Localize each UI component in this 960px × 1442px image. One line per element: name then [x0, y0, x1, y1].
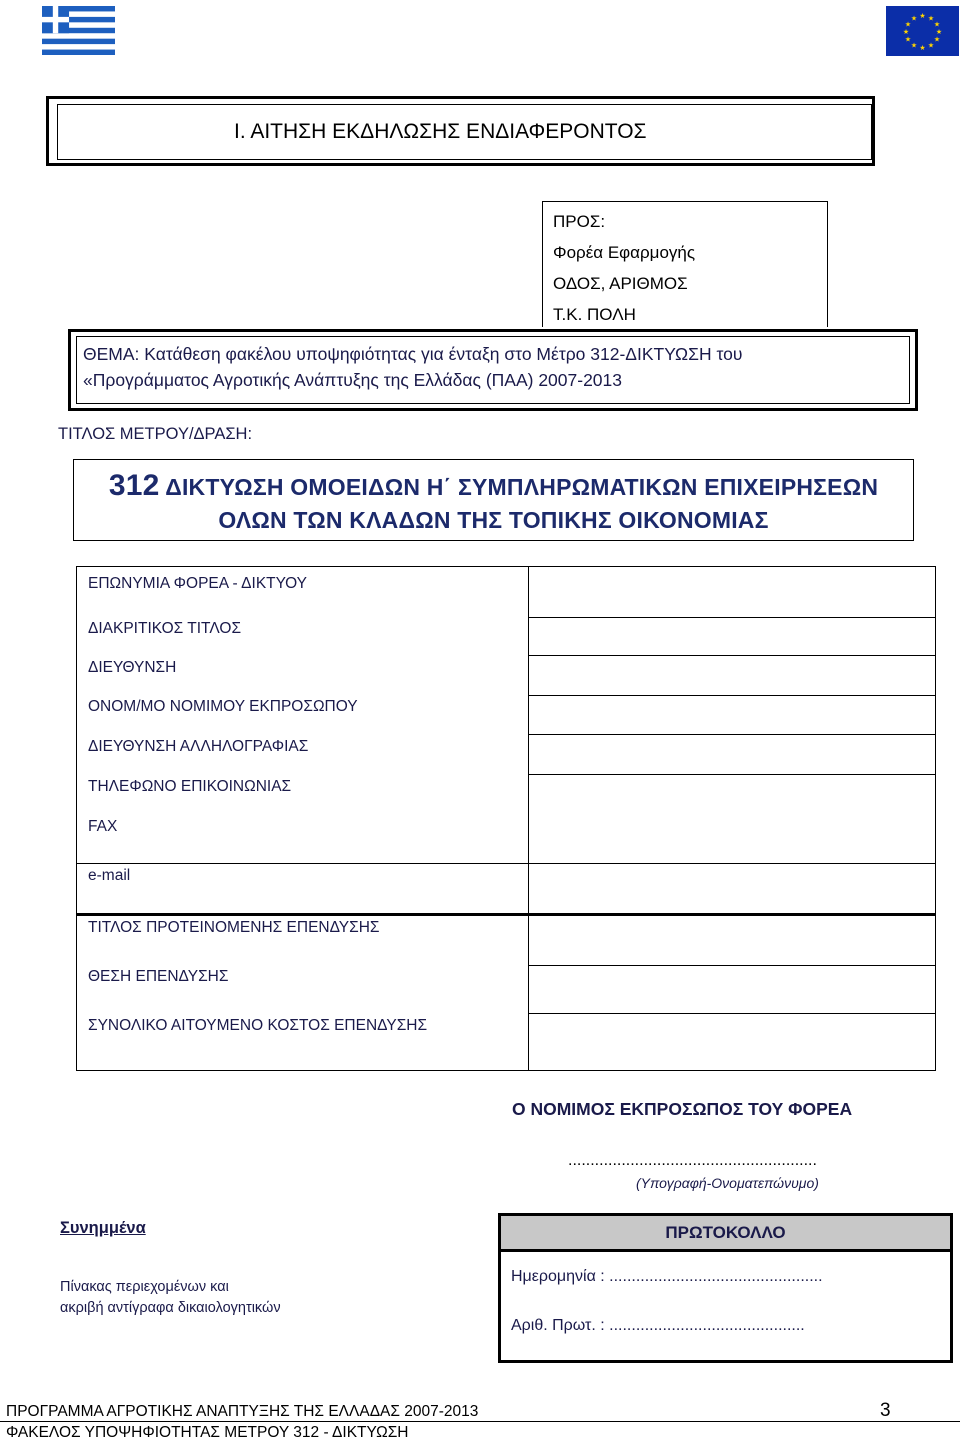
field-kostos-ependysis: ΣΥΝΟΛΙΚΟ ΑΙΤΟΥΜΕΝΟ ΚΟΣΤΟΣ ΕΠΕΝΔΥΣΗΣ	[88, 1017, 428, 1034]
attachments-line1: Πίνακας περιεχομένων και	[60, 1279, 229, 1295]
subject-box	[76, 336, 910, 404]
signature-caption: (Υπογραφή-Ονοματεπώνυμο)	[636, 1175, 819, 1191]
protocol-number-field[interactable]: Αριθ. Πρωτ. : ............................................	[511, 1317, 805, 1334]
input-titlos-ependysis[interactable]	[529, 916, 936, 965]
field-titlos-ependysis: ΤΙΤΛΟΣ ΠΡΟΤΕΙΝΟΜΕΝΗΣ ΕΠΕΝΔΥΣΗΣ	[88, 919, 380, 936]
recipient-box	[542, 201, 828, 327]
measure-number: 312	[108, 469, 160, 502]
measure-line1: ΔΙΚΤΥΩΣΗ ΟΜΟΕΙΔΩΝ Η΄ ΣΥΜΠΛΗΡΩΜΑΤΙΚΩΝ ΕΠΙΧΕΙΡΗΣΕΩΝ	[165, 474, 879, 500]
field-email: e-mail	[88, 867, 131, 884]
subject-line2: «Προγράμματος Αγροτικής Ανάπτυξης της Ελλάδας (ΠΑΑ) 2007-2013	[83, 370, 623, 390]
svg-text:★: ★	[927, 14, 935, 23]
input-dieythynsi-allilografias[interactable]	[529, 735, 936, 774]
field-nomimos-ekprosopos: ΟΝΟΜ/ΜΟ ΝΟΜΙΜΟΥ ΕΚΠΡΟΣΩΠΟΥ	[88, 698, 358, 715]
input-tilefono-fax[interactable]	[529, 775, 936, 863]
signature-line[interactable]: ........................................................	[568, 1152, 817, 1169]
recipient-tk: Τ.Κ. ΠΟΛΗ	[553, 305, 636, 324]
page-title	[57, 104, 872, 160]
svg-text:★: ★	[910, 14, 918, 23]
attachments-heading: Συνημμένα	[60, 1219, 146, 1237]
field-fax: FAX	[88, 818, 118, 835]
svg-text:★: ★	[935, 28, 943, 36]
measure-title-box	[73, 459, 914, 541]
protocol-date-field[interactable]: Ημερομηνία : ................................................	[511, 1268, 823, 1285]
recipient-odos: ΟΔΟΣ, ΑΡΙΘΜΟΣ	[553, 274, 688, 293]
recipient-foreas: Φορέα Εφαρμογής	[553, 243, 696, 262]
attachments-line2: ακριβή αντίγραφα δικαιολογητικών	[60, 1300, 281, 1316]
svg-text:★: ★	[910, 41, 918, 50]
input-nomimos-ekprosopos[interactable]	[529, 696, 936, 734]
footer-program: ΠΡΟΓΡΑΜΜΑ ΑΓΡΟΤΙΚΗΣ ΑΝΑΠΤΥΞΗΣ ΤΗΣ ΕΛΛΑΔΑΣ 2007-2013	[6, 1403, 479, 1420]
protocol-heading	[501, 1216, 950, 1252]
applicant-form-table	[76, 566, 936, 1071]
svg-text:★: ★	[927, 41, 935, 50]
signature-heading: Ο ΝΟΜΙΜΟΣ ΕΚΠΡΟΣΩΠΟΣ ΤΟΥ ΦΟΡΕΑ	[512, 1099, 853, 1119]
eu-flag-icon	[886, 6, 959, 56]
protocol-heading-text: ΠΡΩΤΟΚΟΛΛΟ	[665, 1222, 786, 1242]
measure-label: ΤΙΤΛΟΣ ΜΕΤΡΟΥ/ΔΡΑΣΗ:	[58, 425, 253, 443]
field-tilefono: ΤΗΛΕΦΩΝΟ ΕΠΙΚΟΙΝΩΝΙΑΣ	[88, 778, 292, 795]
greek-flag-icon	[42, 6, 115, 55]
field-dieythynsi-allilografias: ΔΙΕΥΘΥΝΣΗ ΑΛΛΗΛΟΓΡΑΦΙΑΣ	[88, 738, 309, 755]
svg-text:★: ★	[902, 28, 910, 36]
svg-text:★: ★	[933, 20, 941, 29]
input-thesi-ependysis[interactable]	[529, 966, 936, 1013]
svg-text:★: ★	[904, 35, 912, 44]
field-eponymia: ΕΠΩΝΥΜΙΑ ΦΟΡΕΑ - ΔΙΚΤΥΟΥ	[88, 575, 307, 592]
footer-divider	[0, 1421, 960, 1422]
svg-text:★: ★	[919, 12, 926, 20]
page-title-text: Ι. ΑΙΤΗΣΗ ΕΚΔΗΛΩΣΗΣ ΕΝΔΙΑΦΕΡΟΝΤΟΣ	[234, 120, 647, 143]
input-email[interactable]	[529, 864, 936, 912]
page-number: 3	[880, 1400, 891, 1421]
measure-line2: ΟΛΩΝ ΤΩΝ ΚΛΑΔΩΝ ΤΗΣ ΤΟΠΙΚΗΣ ΟΙΚΟΝΟΜΙΑΣ	[218, 507, 769, 533]
input-kostos-ependysis[interactable]	[529, 1014, 936, 1070]
footer-dossier: ΦΑΚΕΛΟΣ ΥΠΟΨΗΦΙΟΤΗΤΑΣ ΜΕΤΡΟΥ 312 - ΔΙΚΤΥΩΣΗ	[6, 1424, 409, 1441]
input-dieythynsi[interactable]	[529, 656, 936, 695]
field-diakritikos: ΔΙΑΚΡΙΤΙΚΟΣ ΤΙΤΛΟΣ	[88, 620, 242, 637]
svg-text:★: ★	[904, 20, 912, 29]
subject-line1: ΘΕΜΑ: Κατάθεση φακέλου υποψηφιότητας για ένταξη στο Μέτρο 312-ΔΙΚΤΥΩΣΗ του	[83, 344, 743, 364]
field-thesi-ependysis: ΘΕΣΗ ΕΠΕΝΔΥΣΗΣ	[88, 968, 229, 985]
field-dieythynsi: ΔΙΕΥΘΥΝΣΗ	[88, 659, 177, 676]
attachments-text	[60, 1277, 281, 1319]
input-eponymia[interactable]	[529, 567, 936, 617]
recipient-pros: ΠΡΟΣ:	[553, 212, 606, 231]
svg-text:★: ★	[933, 35, 941, 44]
input-diakritikos[interactable]	[529, 618, 936, 655]
svg-text:★: ★	[919, 44, 926, 52]
